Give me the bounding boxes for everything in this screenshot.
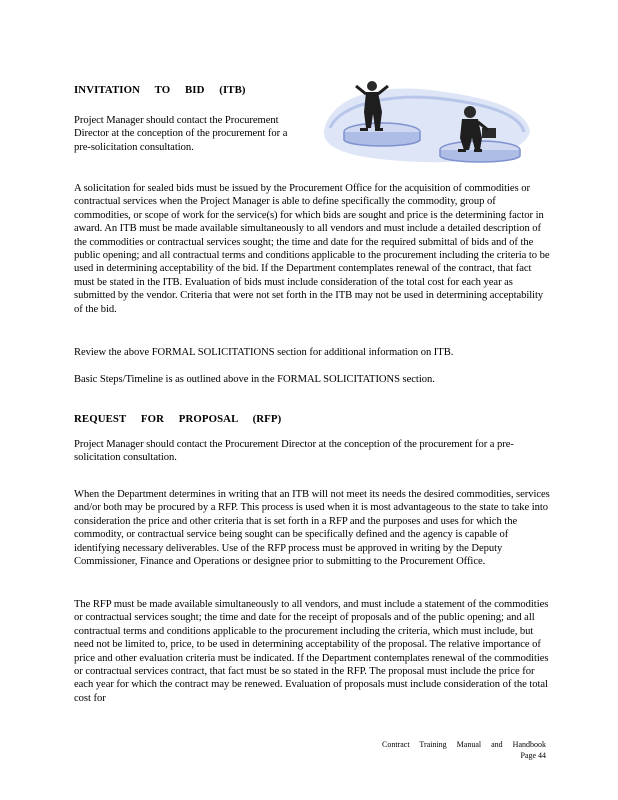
itb-heading: INVITATION TO BID (ITB) xyxy=(74,84,246,96)
business-meeting-clipart xyxy=(320,76,534,166)
rfp-intro: Project Manager should contact the Procurement Director at the conception of the procurement for a pre-solicitation consultation. xyxy=(74,439,514,464)
rfp-paragraph-1: When the Department determines in writing that an ITB will not meet its needs the desired commodities, services and/or both may be procured by a RFP. This process is used when it is most advantageous to the state to take into consideration the price and other criteria that is set forth in a RFP and the purposes and uses for which the commodity, or contractual service being sought can be specifically defined and the agency is capable of identifying necessary deliverables. Use of the RFP process must be approved in writing by the Deputy Commissioner, Finance and Operations or designee prior to submitting to the Procurement Office. xyxy=(74,489,550,568)
page-footer xyxy=(380,739,546,761)
footer-title: Contract Training Manual and Handbook xyxy=(382,740,546,749)
footer-page-number: Page 44 xyxy=(520,751,546,760)
rfp-paragraph-2: The RFP must be made available simultaneously to all vendors, and must include a statement of the commodities or contractual services sought; the time and date for the receipt of proposals and of the public opening; and all contractual terms and conditions applicable to the procurement including the criteria, which must include, but need not be limited to, price, to be used in determining acceptability of the proposal. The relative importance of price and other evaluation criteria must be indicated. If the Department contemplates renewal of the commodities or contractual services contract, that fact must be so stated in the RFP. The proposal must include the price for each year for which the contract may be renewed. Evaluation of proposals must include consideration of the total cost for xyxy=(74,599,549,704)
itb-paragraph-3: Basic Steps/Timeline is as outlined above in the FORMAL SOLICITATIONS section. xyxy=(74,374,435,385)
business-meeting-icon xyxy=(320,76,534,166)
itb-paragraph-1: A solicitation for sealed bids must be issued by the Procurement Office for the acquisition of commodities or contractual services when the Project Manager is able to define specifically the commodity, group of commodities, or scope of work for the service(s) for which bids are sought and price is the determining factor in award. An ITB must be made available simultaneously to all vendors and must include a detailed description of the commodities or contractual services sought; the time and date for the required submittal of bids and of the public opening; and all contractual terms and conditions applicable to the procurement including the criteria to be used in determining acceptability of the bid. If the Department contemplates renewal of the contract, that fact must be stated in the ITB. Evaluation of bids must include consideration of the total cost for each year as submitted by the vendor. Criteria that were not set forth in the ITB may not be used in determining acceptability of the bid. xyxy=(74,183,550,315)
itb-paragraph-2: Review the above FORMAL SOLICITATIONS section for additional information on ITB. xyxy=(74,347,454,358)
itb-intro: Project Manager should contact the Procurement Director at the conception of the procurement for a pre-solicitation consultation. xyxy=(74,115,288,153)
rfp-heading: REQUEST FOR PROPOSAL (RFP) xyxy=(74,413,282,425)
